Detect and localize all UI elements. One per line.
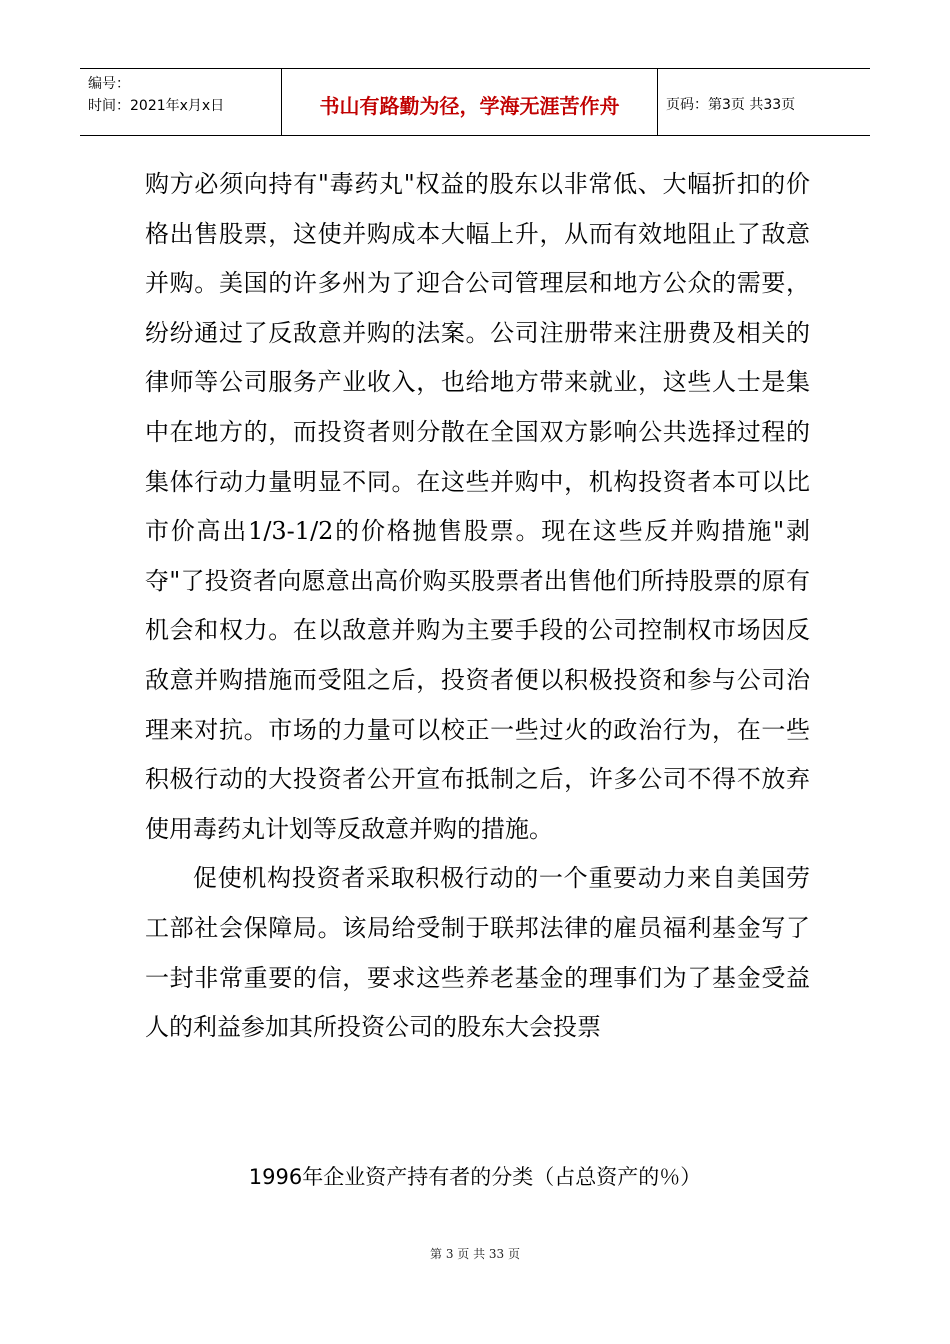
table-title: 1996年企业资产持有者的分类（占总资产的％） — [248, 1165, 702, 1189]
header-page-code: 页码：第3页 共33页 — [666, 97, 796, 113]
body-paragraph-2: 促使机构投资者采取积极行动的一个重要动力来自美国劳工部社会保障局。该局给受制于联邦法律的雇员福利基金写了一封非常重要的信，要求这些养老基金的理事们为了基金受益人的利益参加其所投资公司的股东大会投票 — [145, 864, 810, 1042]
header-motto: 书山有路勤为径，学海无涯苦作舟 — [282, 69, 658, 135]
page-header — [80, 68, 870, 136]
document-number-label: 编号： — [88, 76, 130, 92]
body-paragraph-1: 购方必须向持有"毒药丸"权益的股东以非常低、大幅折扣的价格出售股票，这使并购成本大幅上升，从而有效地阻止了敌意并购。美国的许多州为了迎合公司管理层和地方公众的需要，纷纷通过了反敌意并购的法案。公司注册带来注册费及相关的律师等公司服务产业收入，也给地方带来就业，这些人士是集中在地方的，而投资者则分散在全国双方影响公共选择过程的集体行动力量明显不同。在这些并购中，机构投资者本可以比市价高出1/3-1/2的价格抛售股票。现在这些反并购措施"剥夺"了投资者向愿意出高价购买股票者出售他们所持股票的原有机会和权力。在以敌意并购为主要手段的公司控制权市场因反敌意并购措施而受阻之后，投资者便以积极投资和参与公司治理来对抗。市场的力量可以校正一些过火的政治行为，在一些积极行动的大投资者公开宣布抵制之后，许多公司不得不放弃使用毒药丸计划等反敌意并购的措施。 — [145, 170, 810, 843]
document-body — [145, 160, 810, 1053]
header-meta — [80, 69, 282, 135]
page-footer: 第 3 页 共 33 页 — [430, 1247, 520, 1261]
document-date: 时间：2021年x月x日 — [88, 98, 225, 114]
